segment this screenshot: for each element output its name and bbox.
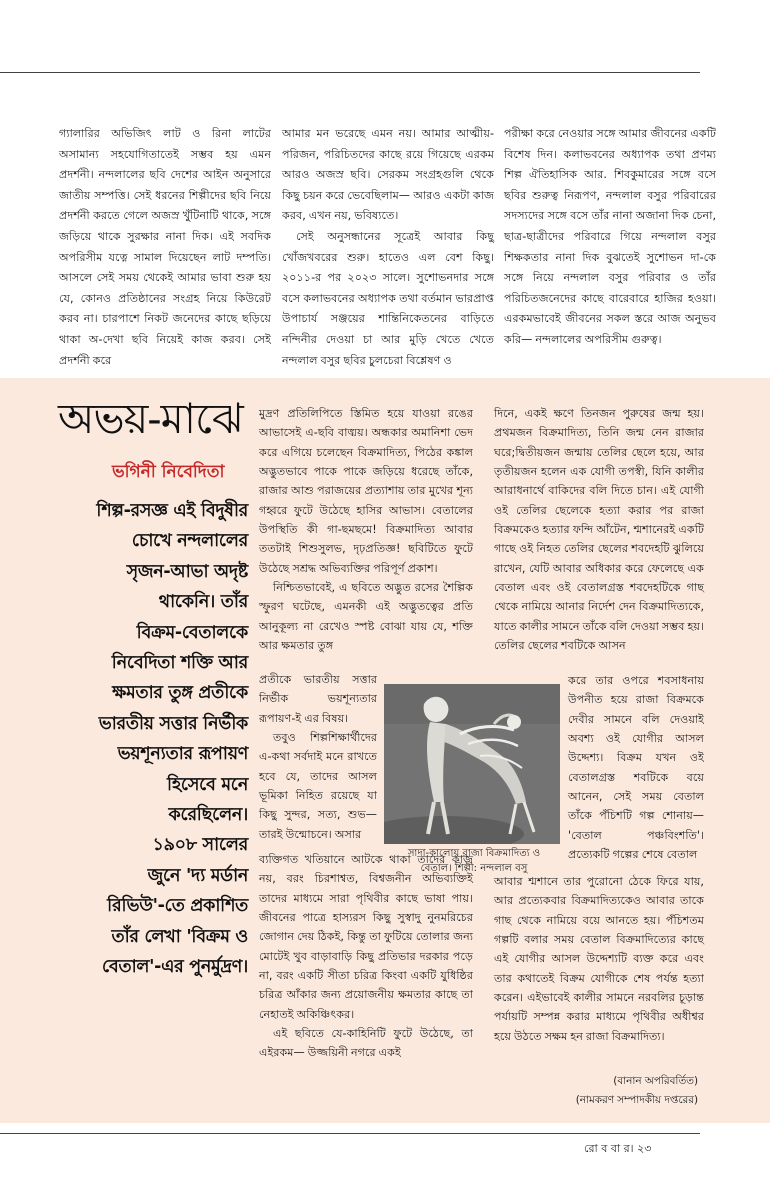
bottom-rule [0, 1133, 700, 1134]
artwork-image [384, 684, 560, 844]
feature-paragraph: নিশ্চিতভাবেই, এ ছবিতে অদ্ভুত রসের শৈল্পিক স্ফুরণ ঘটেছে, এমনকী এই অদ্ভুতত্বের প্রতি আনুকূল্য না রেখেও স্পষ্ট বোঝা যায় যে, শক্তি আর ক্ষমতার তুঙ্গ [259, 581, 473, 653]
feature-paragraph: ব্যক্তিগত খতিয়ানে আটকে থাকা তাদের কাজ নয়, বরং চিরশাশ্বত, বিশ্বজনীন অভিব্যক্তিই তাদের মাধ্যমে সারা পৃথিবীর কাছে ভাষা পায়। জীবনের পাত্রে হাস্যরস কিছু সুস্বাদু নুনমরিচের জোগান দেয় ঠিকই, কিন্তু তা ফুটিয়ে তোলার জন্য মোটেই খুব বাড়াবাড়ি কিছু প্রতিভার দরকার পড়ে না, বরং একটি সীতা চরিত্র কিংবা একটি যুধিষ্ঠির চরিত্র আঁকার জন্য প্রয়োজনীয় ক্ষমতার কাছে তা নেহাতই অকিঞ্চিৎকর। [259, 853, 473, 1021]
pull-quote-line: বিক্রম-বেতালকে [136, 622, 248, 643]
pull-quote-line: বেতাল'-এর পুনর্মুদ্রণ। [101, 957, 248, 978]
article-paragraph: পরীক্ষা করে নেওয়ার সঙ্গে আমার জীবনের একটি বিশেষ দিন। কলাভবনের অধ্যাপক তথা প্রণম্য শিল্প ঐতিহাসিক আর. শিবকুমারের সঙ্গে বসে ছবির শুরুত্ব নিরূপণ, নন্দলাল বসুর পরিবারের সদস্যদের সঙ্গে বসে তাঁর নানা অজানা দিক চেনা, ছাত্র-ছাত্রীদের পরিবারে গিয়ে নন্দলাল বসুর শিক্ষকতার নানা দিক বুঝতেই সুশোভন দা-কে সঙ্গে নিয়ে নন্দলাল বসুর পরিবার ও তাঁর পরিচিতজনেদের কাছে বারেবারে হাজির হওয়া। এরকমভাবেই জীবনের সকল স্তরে আজ অনুভব করি— নন্দলালের অপরিসীম গুরুত্ব। [504, 127, 716, 346]
pull-quote-line: ভয়শূন্যতার রূপায়ণ [117, 744, 248, 765]
vikram-betal-sketch [384, 684, 560, 844]
top-rule [0, 72, 700, 73]
feature-paragraph: আবার শ্মশানে তার পুরোনো ঠেকে ফিরে যায়, আর প্রত্যেকবার বিক্রমাদিত্যকেও আবার তাকে গাছ থেকে নামিয়ে বয়ে আনতে হয়। পঁচিশতম গল্পটি বলার সময় বেতাল বিক্রমাদিত্যের কাছে এই যোগীর আসল উদ্দেশ্যটি ব্যক্ত করে এবং তার কথাতেই বিক্রম যোগীকে শেষ পর্যন্ত হত্যা করেন। এইভাবেই কালীর সামনে নরবলির চূড়ান্ত পর্যায়টি সম্পন্ন করার মাধ্যমে পৃথিবীর অধীশ্বর হয়ে উঠতে সক্ষম হন রাজা বিক্রমাদিত্য। [494, 875, 704, 1043]
feature-column-1-top [259, 404, 473, 655]
feature-paragraph: প্রতীকে ভারতীয় সত্তার নির্ভীক ভয়শূন্যতার রূপায়ণ-ই এর বিষয়। [259, 673, 377, 725]
feature-paragraph: মুদ্রণ প্রতিলিপিতে স্তিমিত হয়ে যাওয়া রঙের আভাসেই এ-ছবি বাঙ্ময়। অন্ধকার অমানিশা ভেদ করে এগিয়ে চলেছেন বিক্রমাদিত্য, পিঠের কঙ্কাল অদ্ভুতভাবে পাকে পাকে জড়িয়ে ধরেছে তাঁকে, রাজার আশু পরাজয়ের প্রত্যাশায় তার মুখের শূন্য গহ্বরে ফুটে উঠেছে হাসির আভাস। বেতালের উপস্থিতি কী গা-ছমছমে! বিক্রমাদিত্য আবার ততটাই শিশুসুলভ, দৃঢ়প্রতিজ্ঞ! ছবিটিতে ফুটে উঠেছে সশ্রদ্ধ অভিব্যক্তির পরিপূর্ণ প্রকাশ। [259, 407, 473, 575]
footnote-spelling: (বানান অপরিবর্তিত) [613, 1075, 698, 1087]
feature-paragraph: তবুও শিল্পশিক্ষার্থীদের এ-কথা সর্বদাই মনে রাখতে হবে যে, তাদের আসল ভূমিকা নিহিত রয়েছে যা কিছু সুন্দর, সত্য, শুভ— তারই উন্মোচনে। অসার [259, 731, 377, 841]
feature-paragraph: দিনে, একই ক্ষণে তিনজন পুরুষের জন্ম হয়। প্রথমজন বিক্রমাদিত্য, তিনি জন্ম নেন রাজার ঘরে;দ্বিতীয়জন জন্মায় তেলির ছেলে হয়ে, আর তৃতীয়জন হলেন এক যোগী তপস্বী, যিনি কালীর আরাধনার্থে বাকিদের বলি দিতে চান। এই যোগী ওই তেলির ছেলেকে হত্যা করার পর রাজা বিক্রমকেও হত্যার ফন্দি আঁটেন, শ্মশানেরই একটি গাছে ওই নিহত তেলির ছেলের শবদেহটি ঝুলিয়ে রাখেন, যেটি আবার অধিকার করে ফেলেছে এক বেতাল এবং ওই বেতালগ্রস্ত শবদেহটিকে গাছ থেকে নামিয়ে আনার নির্দেশ দেন বিক্রমাদিত্যকে, যাতে কালীর সামনে তাঁকে বলি দেওয়া সম্ভব হয়। তেলির ছেলের শবটিকে আসন [494, 407, 704, 653]
pull-quote [58, 496, 248, 983]
article-column-3 [504, 124, 716, 351]
feature-column-2-wrap [568, 671, 704, 864]
pull-quote-line: ক্ষমতার তুঙ্গ প্রতীকে [112, 683, 248, 704]
pull-quote-line: থাকেনি। তাঁর [158, 592, 248, 613]
article-paragraph: আমার মন ভরেছে এমন নয়। আমার আত্মীয়-পরিজন, পরিচিতদের কাছে রয়ে গিয়েছে এরকম আরও অজস্র ছবি। সেরকম সংগ্রহগুলি থেকে কিছু চয়ন করে ভেবেছিলাম— আরও একটা কাজ করব, এখন নয়, ভবিষ্যতে। [282, 127, 494, 223]
pull-quote-line: জুনে 'দ্য মর্ডান [147, 865, 248, 886]
pull-quote-line: করেছিলেন। [168, 805, 248, 826]
pull-quote-line: শিল্প-রসজ্ঞ এই বিদুষীর [96, 501, 248, 521]
caption-line: সাদা-কালোয় রাজা বিক্রমাদিত্য ও [407, 848, 541, 859]
feature-column-2-top [494, 404, 704, 655]
pull-quote-line: রিভিউ'-তে প্রকাশিত [107, 896, 248, 917]
pull-quote-line: ১৯০৮ সালের [152, 835, 248, 856]
article-paragraph: সেই অনুসন্ধানের সূত্রেই আবার কিছু খোঁজখবরের শুরু। হাতেও এল বেশ কিছু। ২০১১-র পর ২০২৩ সালে। সুশোভনদার সঙ্গে বসে কলাভবনের অধ্যাপক তথা বর্তমান ভারপ্রাপ্ত উপাচার্য সঞ্জয়ের শান্তিনিকেতনের বাড়িতে নন্দিনীর দেওয়া চা আর মুড়ি খেতে খেতে নন্দলাল বসুর ছবির চুলচেরা বিশ্লেষণ ও [282, 229, 494, 367]
figure-caption [384, 846, 564, 876]
footnote-naming: (নামকরণ সম্পাদকীয় দপ্তরের) [575, 1094, 698, 1106]
page-folio: রো ব বা র। ২৩ [584, 1142, 652, 1155]
article-column-2 [282, 124, 494, 371]
pull-quote-line: ভারতীয় সত্তার নির্ভীক [98, 713, 248, 734]
feature-column-2-bottom [494, 872, 704, 1046]
feature-paragraph: এই ছবিতে যে-কাহিনিটি ফুটে উঠেছে, তা এইরকম— উজ্জয়িনী নগরে একই [259, 1027, 473, 1060]
feature-author: ভগিনী নিবেদিতা [112, 462, 225, 482]
feature-column-1-wrap [259, 670, 377, 844]
article-paragraph: গ্যালারির অভিজিৎ লাট ও রিনা লাটের অসামান্য সহযোগিতাতেই সম্ভব হয় এমন প্রদর্শনী। নন্দলালের ছবি দেশের আইন অনুসারে জাতীয় সম্পত্তি। সেই ধরনের শিল্পীদের ছবি নিয়ে প্রদর্শনী করতে গেলে অজস্র খুঁটিনাটি থাকে, সঙ্গে জড়িয়ে থাকে সুরক্ষার নানা দিক। এই সবদিক অপরিসীম যত্নে সামাল দিয়েছেন লাট দম্পতি। আসলে সেই সময় থেকেই আমার ভাবা শুরু হয় যে, কোনও প্রতিষ্ঠানের সংগ্রহ নিয়ে কিউরেট করব না। চারপাশে নিকট জনেদের কাছে ছড়িয়ে থাকা অ-দেখা ছবি নিয়েই কাজ করব। সেই প্রদর্শনী করে [59, 127, 271, 367]
article-column-1 [59, 124, 271, 371]
feature-column-1-bottom [259, 850, 473, 1063]
feature-title: অভয়-মাঝে [58, 394, 243, 443]
pull-quote-line: নিবেদিতা শক্তি আর [111, 653, 248, 674]
pull-quote-line: সৃজন-আভা অদৃষ্ট [126, 561, 248, 582]
pull-quote-line: তাঁর লেখা 'বিক্রম ও [111, 926, 248, 947]
pull-quote-line: চোখে নন্দলালের [131, 531, 248, 552]
caption-line: বেতাল। শিল্পী: নন্দলাল বসু [420, 863, 528, 874]
feature-paragraph: করে তার ওপরে শবসাধনায় উপনীত হয়ে রাজা বিক্রমকে দেবীর সামনে বলি দেওয়াই অবশ্য ওই যোগীর আসল উদ্দেশ্য। বিক্রম যখন ওই বেতালগ্রস্ত শবটিকে বয়ে আনেন, সেই সময় বেতাল তাঁকে পঁচিশটি গল্প শোনায়— 'বেতাল পঞ্চবিংশতি'। প্রত্যেকটি গল্পের শেষে বেতাল [568, 674, 704, 862]
pull-quote-line: হিসেবে মনে [166, 774, 248, 795]
